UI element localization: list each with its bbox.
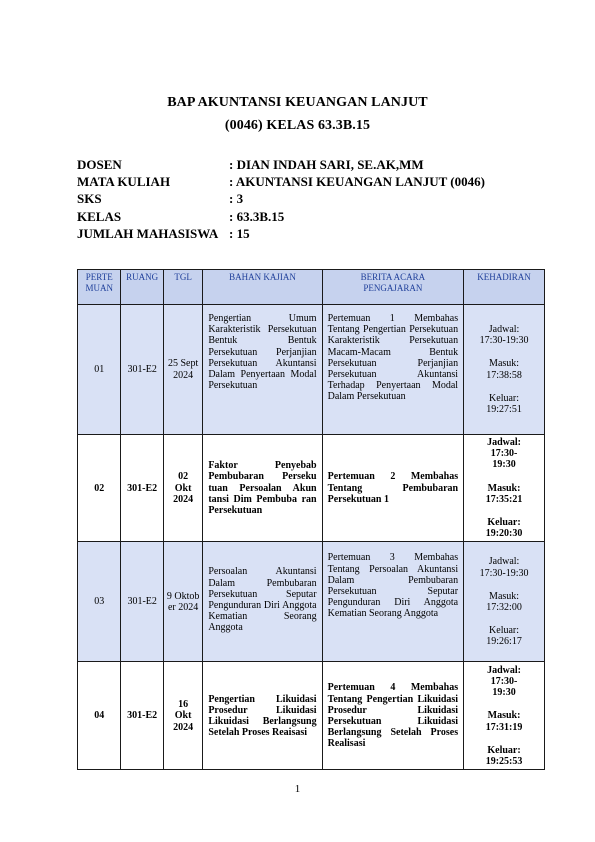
cell-kehadiran [464,305,545,435]
info-row-jumlah-mahasiswa [77,225,485,242]
masuk-text: Masuk: 17:31:19 [485,710,523,733]
cell-pertemuan: 03 [78,542,121,662]
info-label: MATA KULIAH [77,174,171,190]
header-kehadiran: KEHADIRAN [464,270,545,305]
cell-berita-acara: Pertemuan 1 Membahas Tentang Pengertian Persekutuan Karakteristik Persekutuan Macam-Macam Bentuk Persekutuan Perjanjian Persekutuan Akuntansi Terhadap Penyertaan Modal Dalam Persekutuan [322,305,464,435]
cell-tgl: 9 Oktober 2024 [163,542,202,662]
keluar-text: Keluar: 19:20:30 [485,517,523,540]
cell-pertemuan: 01 [78,305,121,435]
info-label: JUMLAH MAHASISWA [77,225,219,241]
info-row-dosen [77,156,485,173]
table-header-row [78,270,545,305]
cell-bahan-kajian: Pengertian Umum Karakteristik Persekutuan Bentuk Bentuk Persekutuan Perjanjian Persekutuan Akuntansi Dalam Penyertaan Modal Persekutuan [203,305,322,435]
cell-kehadiran [464,435,545,542]
cell-ruang: 301-E2 [121,542,163,662]
cell-bahan-kajian: Pengertian Likuidasi Prosedur Likuidasi Likuidasi Berlangsung Setelah Proses Reaisasi [203,662,322,770]
cell-pertemuan: 02 [78,435,121,542]
cell-ruang: 301-E2 [121,662,163,770]
jadwal-text: Jadwal: 17:30-19:30 [487,437,521,471]
cell-bahan-kajian: Persoalan Akuntansi Dalam Pembubaran Persekutuan Seputar Pengunduran Diri Anggota Kematian Seorang Anggota [203,542,322,662]
cell-kehadiran [464,662,545,770]
cell-tgl: 25 Sept 2024 [163,305,202,435]
bap-table [77,269,545,770]
info-row-mata-kuliah [77,173,485,190]
info-label: SKS [77,191,102,207]
info-label: DOSEN [77,157,122,172]
jadwal-text: Jadwal: 17:30-19:30 [479,556,529,579]
info-value: : DIAN INDAH SARI, SE.AK,MM [229,157,424,172]
table-row [78,662,545,770]
cell-berita-acara: Pertemuan 4 Membahas Tentang Pengertian Likuidasi Prosedur Likuidasi Persekutuan Likuidasi Berlangsung Setelah Proses Realisasi [322,662,464,770]
masuk-text: Masuk: 17:38:58 [486,358,522,381]
header-berita-acara: BERITA ACARA PENGAJARAN [322,270,464,305]
cell-ruang: 301-E2 [121,435,163,542]
page-number: 1 [294,783,301,795]
info-label: KELAS [77,208,122,224]
table-row [78,435,545,542]
keluar-text: Keluar: 19:26:17 [486,625,522,648]
document-subtitle: (0046) KELAS 63.3B.15 [224,118,371,133]
table-row [78,305,545,435]
cell-berita-acara: Pertemuan 3 Membahas Tentang Persoalan Akuntansi Dalam Pembubaran Persekutuan Seputar Pengunduran Diri Anggota Kematian Seorang Anggota [322,542,464,662]
cell-ruang: 301-E2 [121,305,163,435]
info-value: : 63.3B.15 [229,208,285,224]
table-row [78,542,545,662]
jadwal-text: Jadwal: 17:30-19:30 [479,323,529,347]
course-info [77,156,485,242]
masuk-text: Masuk: 17:35:21 [485,482,523,505]
document-title: BAP AKUNTANSI KEUANGAN LANJUT [167,95,428,110]
info-row-sks [77,190,485,207]
cell-bahan-kajian: Faktor Penyebab Pembubaran Perseku tuan Persoalan Akun tansi Dim Pembuba ran Persekutuan [203,435,322,542]
header-bahan-kajian: BAHAN KAJIAN [203,270,322,305]
masuk-text: Masuk: 17:32:00 [486,590,522,613]
header-tgl: TGL [163,270,202,305]
cell-berita-acara: Pertemuan 2 Membahas Tentang Pembubaran Persekutuan 1 [322,435,464,542]
jadwal-text: Jadwal: 17:30-19:30 [487,664,521,699]
cell-kehadiran [464,542,545,662]
cell-pertemuan: 04 [78,662,121,770]
header-ruang: RUANG [121,270,163,305]
cell-tgl: 02 Okt 2024 [163,435,202,542]
info-value: : 3 [229,191,244,207]
info-value: : AKUNTANSI KEUANGAN LANJUT (0046) [229,174,485,190]
cell-tgl: 16 Okt 2024 [163,662,202,770]
info-value: : 15 [229,225,250,241]
info-row-kelas [77,208,485,225]
keluar-text: Keluar: 19:27:51 [486,392,522,415]
header-pertemuan: PERTE MUAN [78,270,121,305]
keluar-text: Keluar: 19:25:53 [485,744,523,767]
